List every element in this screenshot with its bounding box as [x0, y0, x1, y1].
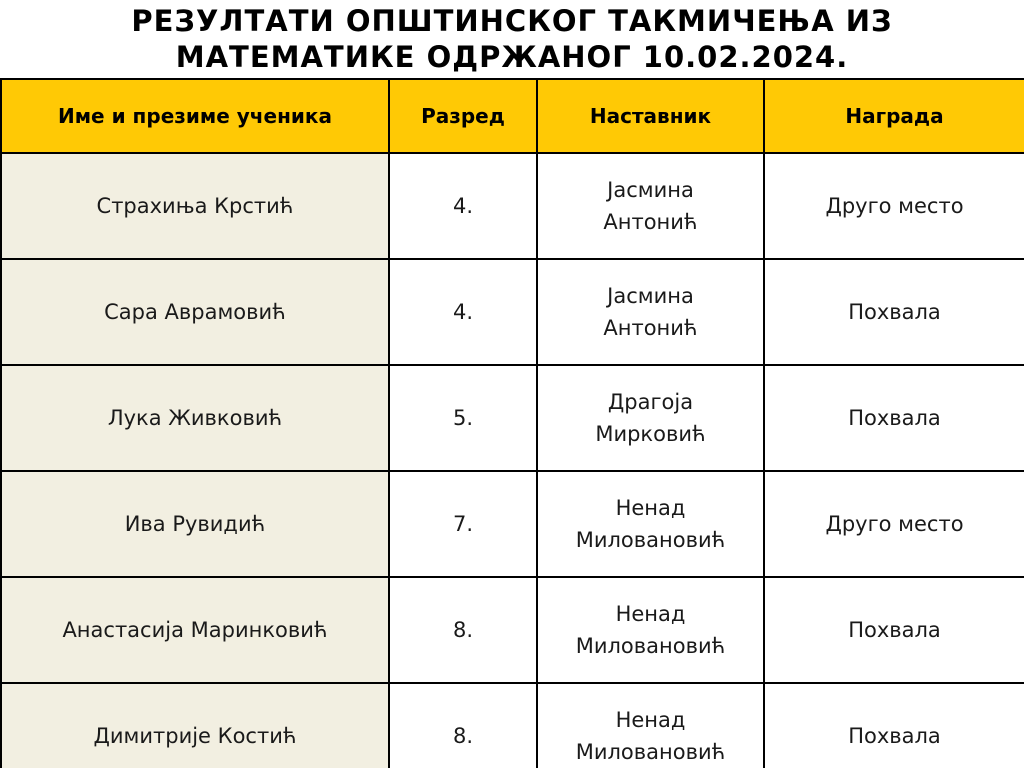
header-grade: Разред — [389, 79, 537, 153]
table-row — [1, 259, 1024, 365]
teacher-name: Ненад Миловановић — [575, 602, 726, 658]
table-row — [1, 153, 1024, 259]
student-name-cell: Сара Аврамовић — [1, 259, 389, 365]
grade-cell: 8. — [389, 577, 537, 683]
student-name-cell: Анастасија Маринковић — [1, 577, 389, 683]
page-title-line-1: РЕЗУЛТАТИ ОПШТИНСКОГ ТАКМИЧЕЊА ИЗ — [131, 4, 893, 38]
teacher-name: Ненад Миловановић — [575, 496, 726, 552]
teacher-name: Јасмина Антонић — [603, 178, 698, 234]
student-name-cell: Лука Живковић — [1, 365, 389, 471]
student-name-cell: Ива Рувидић — [1, 471, 389, 577]
student-name-cell: Страхиња Крстић — [1, 153, 389, 259]
table-row — [1, 683, 1024, 768]
grade-cell: 4. — [389, 153, 537, 259]
results-table — [0, 78, 1024, 768]
teacher-cell — [537, 683, 764, 768]
grade-cell: 4. — [389, 259, 537, 365]
teacher-cell — [537, 259, 764, 365]
teacher-name: Драгоја Мирковић — [595, 390, 706, 446]
grade-cell: 7. — [389, 471, 537, 577]
page-title-line-2: МАТЕМАТИКЕ ОДРЖАНОГ 10.02.2024. — [175, 40, 849, 74]
award-cell: Похвала — [764, 365, 1024, 471]
award-cell: Похвала — [764, 259, 1024, 365]
table-row — [1, 577, 1024, 683]
award-cell: Друго место — [764, 153, 1024, 259]
teacher-cell — [537, 577, 764, 683]
award-cell: Похвала — [764, 577, 1024, 683]
table-row — [1, 365, 1024, 471]
header-teacher: Наставник — [537, 79, 764, 153]
table-row — [1, 471, 1024, 577]
teacher-name: Јасмина Антонић — [603, 284, 698, 340]
header-student-name: Име и презиме ученика — [1, 79, 389, 153]
student-name-cell: Димитрије Костић — [1, 683, 389, 768]
header-award: Награда — [764, 79, 1024, 153]
page-title — [0, 0, 1024, 80]
teacher-cell — [537, 153, 764, 259]
teacher-cell — [537, 365, 764, 471]
grade-cell: 5. — [389, 365, 537, 471]
grade-cell: 8. — [389, 683, 537, 768]
table-header-row — [1, 79, 1024, 153]
teacher-name: Ненад Миловановић — [575, 708, 726, 764]
teacher-cell — [537, 471, 764, 577]
award-cell: Друго место — [764, 471, 1024, 577]
award-cell: Похвала — [764, 683, 1024, 768]
